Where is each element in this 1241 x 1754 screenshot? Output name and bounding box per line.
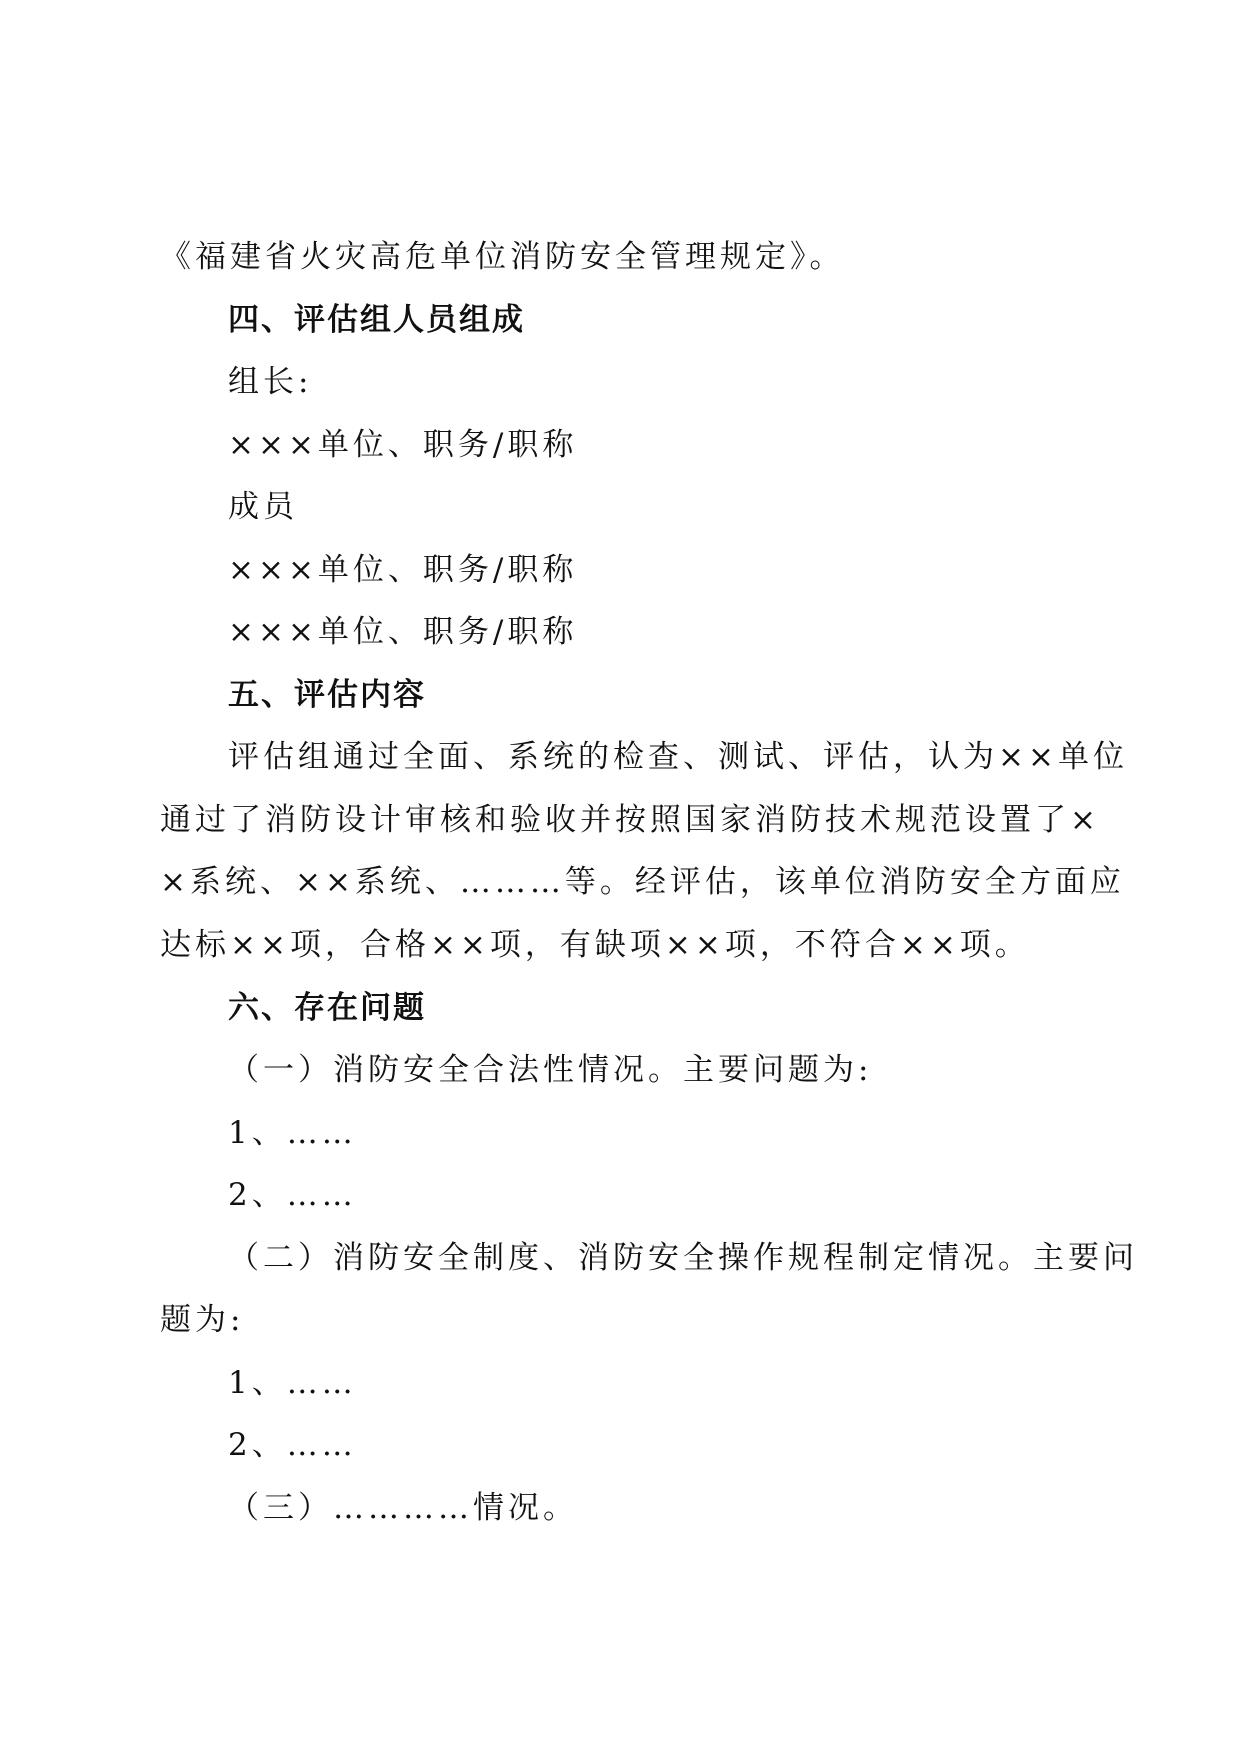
team-leader-label: 组长: (228, 364, 313, 400)
issue-subsection-regulations-cont: 题为: (160, 1302, 245, 1338)
issue-list-item: 1、…… (228, 1365, 357, 1401)
issue-list-item: 2、…… (228, 1177, 357, 1213)
team-leader-entry: ×××单位、职务/职称 (228, 427, 578, 463)
issue-list-item: 1、…… (228, 1115, 357, 1151)
content-paragraph-line: 达标××项，合格××项，有缺项××项，不符合××项。 (160, 927, 1030, 963)
team-members-label: 成员 (228, 489, 298, 525)
content-paragraph-line: 通过了消防设计审核和验收并按照国家消防技术规范设置了× (160, 802, 1100, 838)
issue-subsection-regulations: （二）消防安全制度、消防安全操作规程制定情况。主要问 (228, 1240, 1138, 1276)
issue-subsection-legality: （一）消防安全合法性情况。主要问题为: (228, 1052, 873, 1088)
content-paragraph-line: 评估组通过全面、系统的检查、测试、评估，认为××单位 (228, 739, 1128, 775)
issue-subsection-other: （三）…………情况。 (228, 1490, 578, 1526)
section-heading-team: 四、评估组人员组成 (228, 302, 525, 338)
team-member-entry: ×××单位、职务/职称 (228, 552, 578, 588)
section-heading-content: 五、评估内容 (228, 677, 426, 713)
regulation-title-line: 《福建省火灾高危单位消防安全管理规定》。 (160, 239, 845, 275)
issue-list-item: 2、…… (228, 1427, 357, 1463)
team-member-entry: ×××单位、职务/职称 (228, 614, 578, 650)
section-heading-issues: 六、存在问题 (228, 990, 426, 1026)
content-paragraph-line: ×系统、××系统、………等。经评估，该单位消防安全方面应 (160, 864, 1125, 900)
